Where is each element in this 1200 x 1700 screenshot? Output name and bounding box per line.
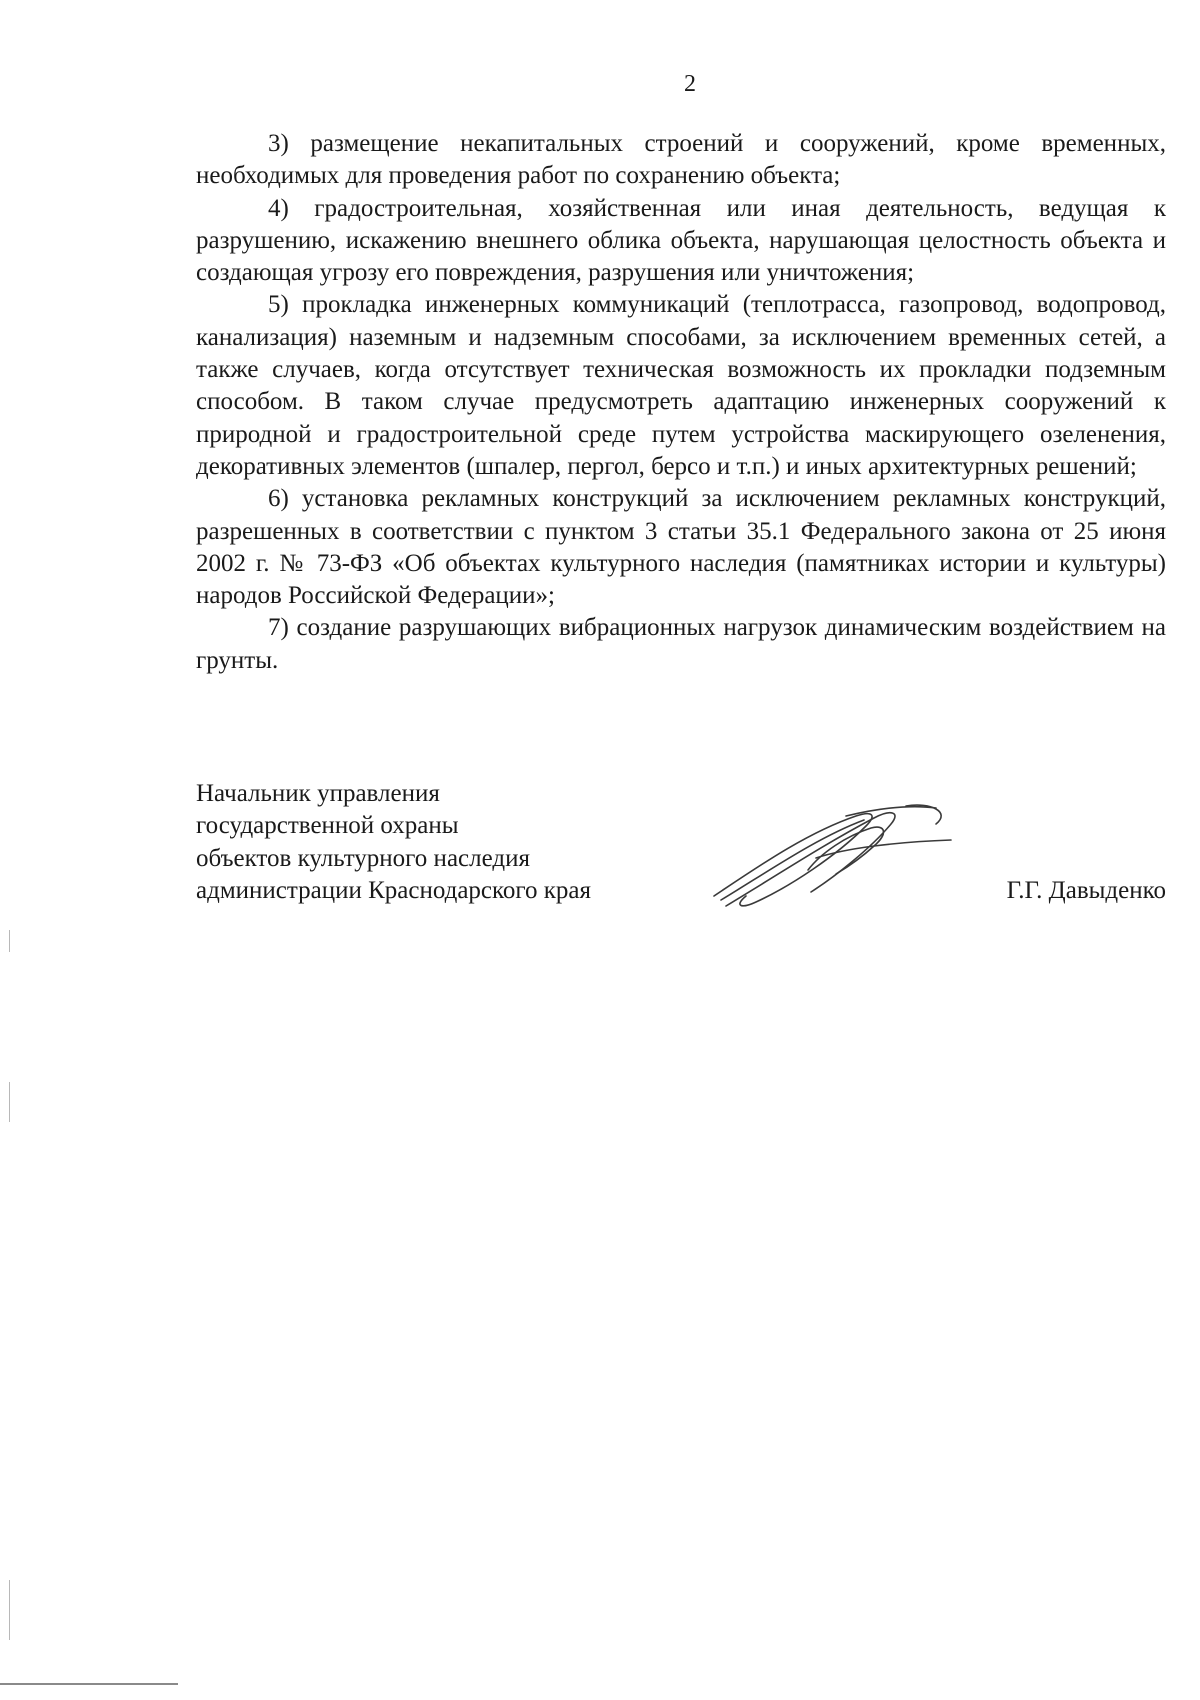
signer-position [196, 778, 591, 908]
signer-position-line: администрации Краснодарского края [196, 877, 592, 905]
handwritten-signature-icon [696, 798, 956, 918]
list-item-4: 4) градостроительная, хозяйственная или иная деятельность, ведущая к разрушению, искажению внешнего облика объекта, нарушающая целостность объекта и создающая угрозу его повреждения, разрушения или уничтожения; [196, 194, 1166, 287]
signer-position-line: Начальник управления [196, 780, 440, 807]
list-item-3: 3) размещение некапитальных строений и сооружений, кроме временных, необходимых для проведения работ по сохранению объекта; [196, 130, 1166, 190]
signer-position-line: объектов культурного наследия [196, 844, 530, 872]
signer-name: Г.Г. Давыденко [1006, 877, 1166, 904]
signer-position-line: государственной охраны [196, 812, 459, 840]
list-item-5: 5) прокладка инженерных коммуникаций (теплотрасса, газопровод, водопровод, канализация) наземным и надземным способами, за исключением временных сетей, а также случаев, когда отсутствует техническая возможность их прокладки подземным способом. В таком случае предусмотреть адаптацию инженерных сооружений к природной и градостроительной среде путем устройства маскирующего озеленения, декоративных элементов (шпалер, пергол, берсо и т.п.) и иных архитектурных решений; [196, 291, 1166, 480]
list-item-7: 7) создание разрушающих вибрационных нагрузок динамическим воздействием на грунты. [196, 614, 1166, 674]
page-number: 2 [684, 71, 696, 97]
footer-rule [0, 1683, 178, 1685]
document-body [196, 128, 1166, 677]
signature-block [196, 778, 1166, 918]
list-item-6: 6) установка рекламных конструкций за исключением рекламных конструкций, разрешенных в соответствии с пунктом 3 статьи 35.1 Федерального закона от 25 июня 2002 г. № 73-ФЗ «Об объектах культурного наследия (памятниках истории и культуры) народов Российской Федерации»; [196, 485, 1166, 610]
scan-artifact [9, 1082, 10, 1122]
scan-artifact [9, 930, 10, 952]
scan-artifact [9, 1580, 10, 1640]
